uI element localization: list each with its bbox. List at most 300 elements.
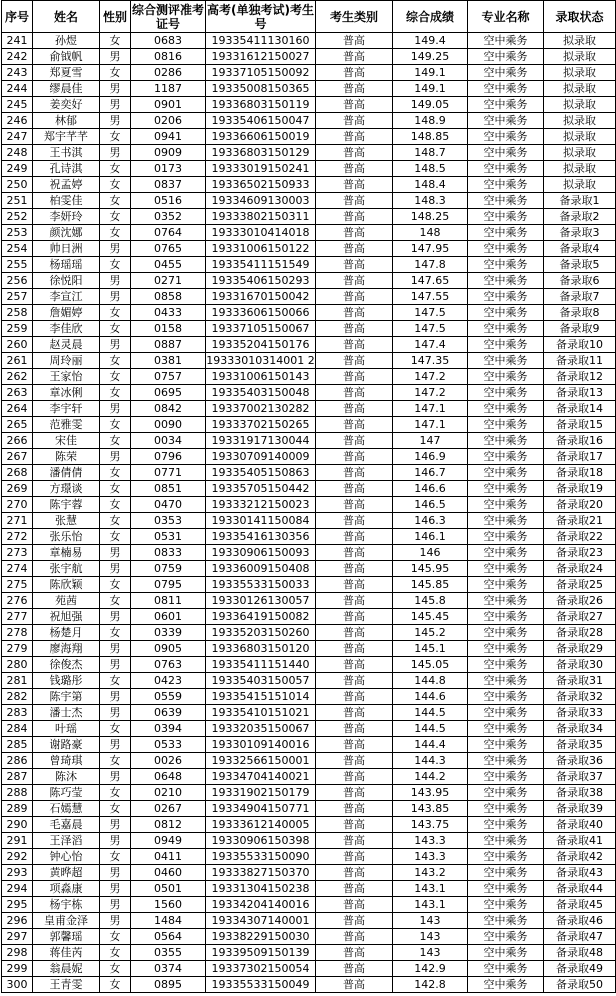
cell-gender: 男 [100,561,131,577]
cell-name: 杨宇栋 [33,897,100,913]
cell-exam-id: 19330109140016 [206,737,316,753]
table-row [2,481,616,497]
cell-index: 253 [2,225,33,241]
cell-gender: 女 [100,529,131,545]
cell-assessment-id: 0352 [131,209,206,225]
cell-index: 288 [2,785,33,801]
cell-category: 普高 [316,337,393,353]
cell-exam-id: 19335533150090 [206,849,316,865]
cell-status: 拟录取 [544,49,616,65]
cell-index: 258 [2,305,33,321]
cell-exam-id: 19333612140005 [206,817,316,833]
cell-major: 空中乘务 [468,865,544,881]
cell-category: 普高 [316,913,393,929]
cell-gender: 男 [100,609,131,625]
table-row [2,129,616,145]
cell-index: 283 [2,705,33,721]
cell-name: 钟心怡 [33,849,100,865]
table-row [2,529,616,545]
cell-assessment-id: 0812 [131,817,206,833]
cell-assessment-id: 0683 [131,33,206,49]
cell-assessment-id: 0564 [131,929,206,945]
cell-category: 普高 [316,145,393,161]
cell-index: 299 [2,961,33,977]
cell-category: 普高 [316,449,393,465]
cell-exam-id: 19331670150042 [206,289,316,305]
cell-category: 普高 [316,65,393,81]
cell-index: 291 [2,833,33,849]
cell-name: 方璟谈 [33,481,100,497]
table-row [2,321,616,337]
cell-index: 287 [2,769,33,785]
table-row [2,81,616,97]
cell-name: 郑夏雪 [33,65,100,81]
cell-status: 备录取6 [544,273,616,289]
cell-gender: 女 [100,161,131,177]
cell-category: 普高 [316,833,393,849]
cell-name: 毛嘉晨 [33,817,100,833]
cell-score: 147.55 [393,289,468,305]
cell-category: 普高 [316,465,393,481]
cell-index: 290 [2,817,33,833]
cell-status: 备录取8 [544,305,616,321]
cell-category: 普高 [316,609,393,625]
cell-assessment-id: 0759 [131,561,206,577]
cell-index: 289 [2,801,33,817]
cell-assessment-id: 0173 [131,161,206,177]
cell-index: 249 [2,161,33,177]
cell-name: 王泽滔 [33,833,100,849]
cell-gender: 女 [100,353,131,369]
cell-name: 柏雯佳 [33,193,100,209]
table-row [2,417,616,433]
cell-score: 144.8 [393,673,468,689]
cell-gender: 女 [100,481,131,497]
cell-exam-id: 19331006150143 [206,369,316,385]
cell-score: 148.7 [393,145,468,161]
cell-exam-id: 19336606150019 [206,129,316,145]
cell-gender: 男 [100,113,131,129]
cell-gender: 男 [100,81,131,97]
table-row [2,929,616,945]
table-row [2,497,616,513]
cell-category: 普高 [316,737,393,753]
cell-major: 空中乘务 [468,49,544,65]
cell-exam-id: 19335203150260 [206,625,316,641]
cell-status: 备录取33 [544,705,616,721]
cell-assessment-id: 0901 [131,97,206,113]
cell-category: 普高 [316,369,393,385]
cell-major: 空中乘务 [468,433,544,449]
cell-status: 备录取49 [544,961,616,977]
cell-score: 144.5 [393,705,468,721]
cell-assessment-id: 0757 [131,369,206,385]
cell-category: 普高 [316,689,393,705]
cell-assessment-id: 0858 [131,289,206,305]
cell-status: 备录取44 [544,881,616,897]
table-row [2,753,616,769]
cell-exam-id: 19335705150442 [206,481,316,497]
cell-score: 145.95 [393,561,468,577]
cell-gender: 男 [100,97,131,113]
table-row [2,273,616,289]
table-row [2,161,616,177]
cell-status: 拟录取 [544,145,616,161]
cell-gender: 女 [100,465,131,481]
cell-gender: 男 [100,49,131,65]
cell-assessment-id: 0837 [131,177,206,193]
table-row [2,977,616,993]
cell-exam-id: 19331304150238 [206,881,316,897]
cell-name: 俞钺帆 [33,49,100,65]
cell-major: 空中乘务 [468,593,544,609]
cell-name: 章楠易 [33,545,100,561]
header-row [2,1,616,33]
cell-category: 普高 [316,625,393,641]
cell-gender: 男 [100,241,131,257]
cell-assessment-id: 0381 [131,353,206,369]
cell-score: 143.1 [393,881,468,897]
cell-status: 备录取30 [544,657,616,673]
cell-major: 空中乘务 [468,833,544,849]
cell-name: 李妍玲 [33,209,100,225]
cell-exam-id: 19334307140001 [206,913,316,929]
cell-status: 拟录取 [544,129,616,145]
cell-assessment-id: 0470 [131,497,206,513]
cell-gender: 男 [100,641,131,657]
cell-assessment-id: 0394 [131,721,206,737]
cell-status: 备录取38 [544,785,616,801]
cell-category: 普高 [316,945,393,961]
cell-exam-id: 19333010414018 [206,225,316,241]
cell-name: 陈荣 [33,449,100,465]
cell-index: 294 [2,881,33,897]
cell-name: 杨瑶瑶 [33,257,100,273]
cell-status: 备录取14 [544,401,616,417]
cell-index: 272 [2,529,33,545]
cell-status: 备录取22 [544,529,616,545]
cell-status: 备录取29 [544,641,616,657]
cell-category: 普高 [316,817,393,833]
cell-exam-id: 19335533150033 [206,577,316,593]
cell-status: 备录取47 [544,929,616,945]
cell-major: 空中乘务 [468,737,544,753]
cell-score: 149.1 [393,65,468,81]
cell-major: 空中乘务 [468,449,544,465]
cell-major: 空中乘务 [468,545,544,561]
cell-category: 普高 [316,721,393,737]
cell-name: 颜沈娜 [33,225,100,241]
cell-name: 孙煜 [33,33,100,49]
cell-exam-id: 19334609130003 [206,193,316,209]
cell-exam-id: 19336419150082 [206,609,316,625]
table-row [2,513,616,529]
cell-score: 143.95 [393,785,468,801]
cell-gender: 男 [100,273,131,289]
cell-exam-id: 19335411151440 [206,657,316,673]
cell-major: 空中乘务 [468,977,544,993]
cell-gender: 女 [100,929,131,945]
cell-exam-id: 19334704140021 [206,769,316,785]
cell-assessment-id: 0455 [131,257,206,273]
cell-name: 苑茜 [33,593,100,609]
cell-category: 普高 [316,545,393,561]
cell-status: 备录取23 [544,545,616,561]
cell-score: 143.2 [393,865,468,881]
cell-score: 145.1 [393,641,468,657]
cell-major: 空中乘务 [468,81,544,97]
cell-major: 空中乘务 [468,673,544,689]
cell-index: 274 [2,561,33,577]
cell-major: 空中乘务 [468,641,544,657]
cell-assessment-id: 0026 [131,753,206,769]
cell-status: 备录取10 [544,337,616,353]
header-gender: 性别 [100,1,131,33]
cell-exam-id: 19333802150311 [206,209,316,225]
cell-status: 备录取11 [544,353,616,369]
cell-gender: 男 [100,865,131,881]
table-row [2,433,616,449]
cell-major: 空中乘务 [468,625,544,641]
table-row [2,113,616,129]
cell-exam-id: 19335405150863 [206,465,316,481]
cell-score: 149.05 [393,97,468,113]
cell-index: 262 [2,369,33,385]
cell-name: 孔诗淇 [33,161,100,177]
cell-category: 普高 [316,305,393,321]
cell-score: 145.05 [393,657,468,673]
cell-gender: 男 [100,833,131,849]
cell-gender: 女 [100,177,131,193]
cell-index: 281 [2,673,33,689]
table-row [2,897,616,913]
cell-category: 普高 [316,209,393,225]
cell-category: 普高 [316,849,393,865]
cell-major: 空中乘务 [468,337,544,353]
cell-index: 284 [2,721,33,737]
cell-gender: 女 [100,961,131,977]
table-row [2,209,616,225]
table-row [2,305,616,321]
cell-name: 翁晨妮 [33,961,100,977]
cell-assessment-id: 1187 [131,81,206,97]
header-category: 考生类别 [316,1,393,33]
cell-category: 普高 [316,769,393,785]
cell-exam-id: 19335410151021 [206,705,316,721]
cell-index: 241 [2,33,33,49]
cell-name: 曾琦琪 [33,753,100,769]
cell-major: 空中乘务 [468,353,544,369]
header-exam-id: 高考(单独考试)考生号 [207,2,314,31]
cell-category: 普高 [316,801,393,817]
cell-major: 空中乘务 [468,385,544,401]
cell-exam-id: 19333010314001 2 [206,354,315,367]
cell-score: 146.7 [393,465,468,481]
cell-name: 王书淇 [33,145,100,161]
cell-gender: 女 [100,801,131,817]
cell-assessment-id: 1560 [131,897,206,913]
cell-category: 普高 [316,657,393,673]
cell-status: 备录取7 [544,289,616,305]
cell-score: 148 [393,225,468,241]
table-row [2,961,616,977]
cell-gender: 女 [100,753,131,769]
cell-gender: 女 [100,33,131,49]
cell-name: 陈宇第 [33,689,100,705]
cell-exam-id: 19336803150119 [206,97,316,113]
cell-major: 空中乘务 [468,913,544,929]
cell-name: 项淼康 [33,881,100,897]
cell-major: 空中乘务 [468,305,544,321]
cell-assessment-id: 0353 [131,513,206,529]
cell-name: 潘士杰 [33,705,100,721]
cell-name: 陈欣颖 [33,577,100,593]
cell-major: 空中乘务 [468,689,544,705]
cell-exam-id: 19335533150049 [206,977,316,993]
cell-score: 143.3 [393,833,468,849]
cell-assessment-id: 0796 [131,449,206,465]
cell-status: 备录取43 [544,865,616,881]
cell-name: 李宇轩 [33,401,100,417]
cell-status: 备录取21 [544,513,616,529]
cell-score: 148.85 [393,129,468,145]
cell-status: 备录取20 [544,497,616,513]
cell-index: 264 [2,401,33,417]
cell-exam-id: 19332566150001 [206,753,316,769]
table-row [2,401,616,417]
cell-status: 备录取46 [544,913,616,929]
cell-score: 145.8 [393,593,468,609]
cell-score: 145.2 [393,625,468,641]
cell-score: 144.3 [393,753,468,769]
header-status: 录取状态 [544,1,616,33]
table-row [2,225,616,241]
cell-name: 郭馨瑶 [33,929,100,945]
cell-index: 254 [2,241,33,257]
table-row [2,625,616,641]
cell-status: 拟录取 [544,33,616,49]
table-row [2,337,616,353]
cell-name: 陈宇蓉 [33,497,100,513]
cell-status: 备录取26 [544,593,616,609]
table-row [2,49,616,65]
cell-assessment-id: 0286 [131,65,206,81]
cell-name: 李宣江 [33,289,100,305]
cell-exam-id: 19335406150293 [206,273,316,289]
cell-major: 空中乘务 [468,753,544,769]
cell-score: 147.65 [393,273,468,289]
cell-name: 石嫣慧 [33,801,100,817]
cell-gender: 女 [100,321,131,337]
cell-score: 143 [393,929,468,945]
cell-assessment-id: 0887 [131,337,206,353]
cell-major: 空中乘务 [468,465,544,481]
cell-index: 273 [2,545,33,561]
cell-gender: 男 [100,737,131,753]
cell-status: 备录取27 [544,609,616,625]
cell-index: 277 [2,609,33,625]
cell-major: 空中乘务 [468,145,544,161]
cell-assessment-id: 0765 [131,241,206,257]
cell-exam-id: 19334204140016 [206,897,316,913]
cell-exam-id: 19333827150370 [206,865,316,881]
cell-major: 空中乘务 [468,657,544,673]
cell-major: 空中乘务 [468,881,544,897]
cell-score: 143.75 [393,817,468,833]
cell-gender: 女 [100,513,131,529]
cell-gender: 女 [100,209,131,225]
cell-exam-id: 19333702150265 [206,417,316,433]
cell-major: 空中乘务 [468,497,544,513]
cell-assessment-id: 0411 [131,849,206,865]
table-row [2,145,616,161]
cell-name: 帅日洲 [33,241,100,257]
cell-category: 普高 [316,177,393,193]
cell-exam-id: 19335008150365 [206,81,316,97]
table-row [2,545,616,561]
cell-exam-id: 19331902150179 [206,785,316,801]
cell-assessment-id: 0763 [131,657,206,673]
cell-assessment-id: 0339 [131,625,206,641]
table-row [2,737,616,753]
cell-score: 148.5 [393,161,468,177]
table-row [2,913,616,929]
cell-gender: 女 [100,849,131,865]
cell-major: 空中乘务 [468,849,544,865]
cell-status: 备录取31 [544,673,616,689]
cell-score: 143.3 [393,849,468,865]
cell-status: 备录取1 [544,193,616,209]
cell-exam-id: 19337105150067 [206,321,316,337]
cell-index: 251 [2,193,33,209]
cell-major: 空中乘务 [468,769,544,785]
table-row [2,369,616,385]
cell-index: 261 [2,353,33,369]
cell-status: 备录取4 [544,241,616,257]
cell-name: 祝孟婷 [33,177,100,193]
cell-assessment-id: 0941 [131,129,206,145]
cell-gender: 男 [100,705,131,721]
cell-exam-id: 19334904150771 [206,801,316,817]
cell-index: 278 [2,625,33,641]
cell-index: 265 [2,417,33,433]
cell-gender: 女 [100,577,131,593]
cell-score: 147 [393,433,468,449]
cell-category: 普高 [316,433,393,449]
table-row [2,817,616,833]
cell-major: 空中乘务 [468,529,544,545]
cell-score: 148.25 [393,209,468,225]
cell-major: 空中乘务 [468,97,544,113]
cell-exam-id: 19335415151014 [206,689,316,705]
cell-gender: 男 [100,657,131,673]
cell-major: 空中乘务 [468,609,544,625]
cell-exam-id: 19336803150129 [206,145,316,161]
cell-gender: 女 [100,433,131,449]
cell-assessment-id: 0460 [131,865,206,881]
cell-assessment-id: 0639 [131,705,206,721]
cell-category: 普高 [316,481,393,497]
cell-category: 普高 [316,353,393,369]
cell-assessment-id: 0648 [131,769,206,785]
cell-index: 285 [2,737,33,753]
table-row [2,177,616,193]
cell-gender: 女 [100,497,131,513]
cell-exam-id: 19331006150122 [206,241,316,257]
cell-assessment-id: 0795 [131,577,206,593]
cell-index: 260 [2,337,33,353]
cell-status: 备录取3 [544,225,616,241]
